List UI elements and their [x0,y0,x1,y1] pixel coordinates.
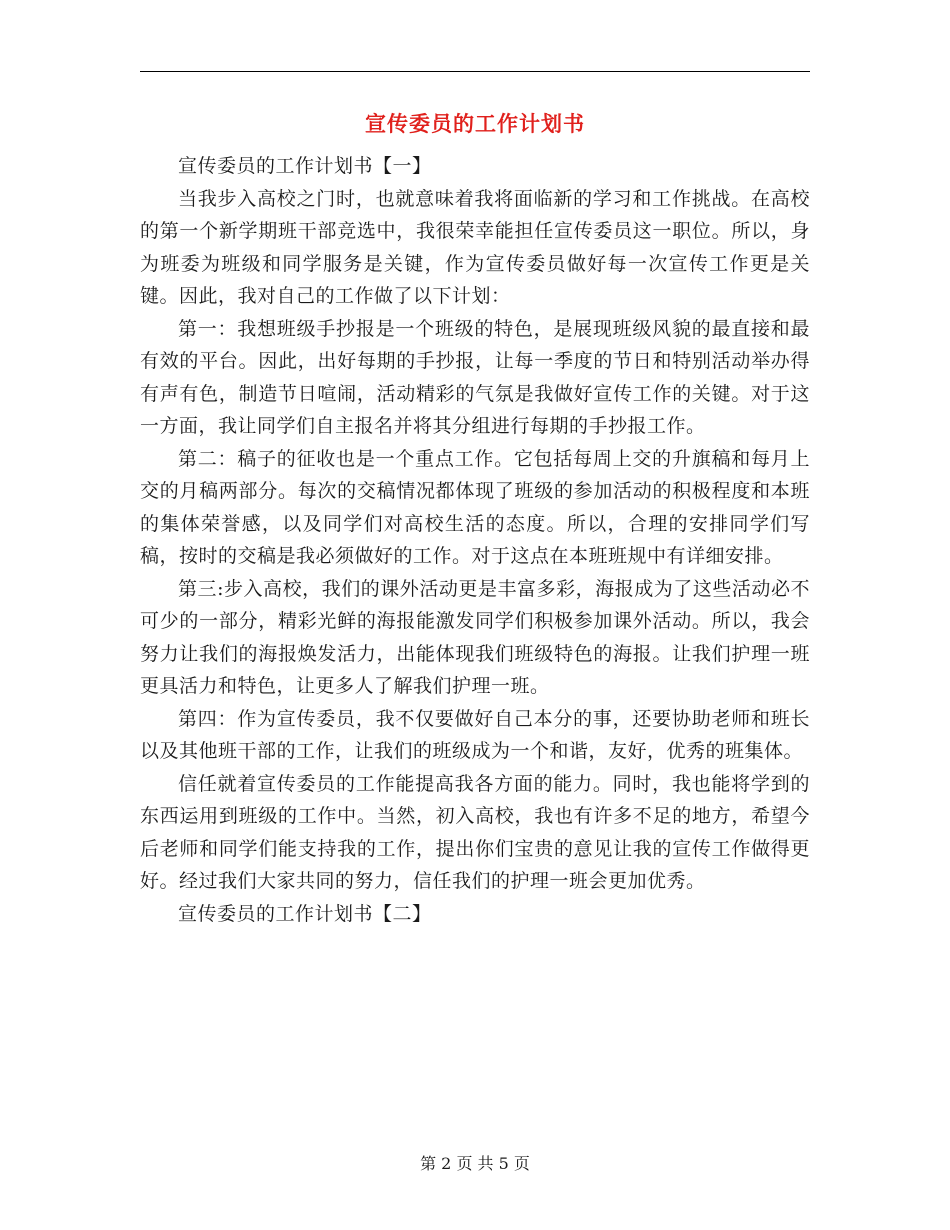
document-body [140,150,810,930]
page-footer [0,1152,950,1176]
paragraph-conclusion: 信任就着宣传委员的工作能提高我各方面的能力。同时，我也能将学到的东西运用到班级的工作中。当然，初入高校，我也有许多不足的地方，希望今后老师和同学们能支持我的工作，提出你们宝贵的意见让我的宣传工作做得更好。经过我们大家共同的努力，信任我们的护理一班会更加优秀。 [140,772,810,892]
paragraph-first: 第一：我想班级手抄报是一个班级的特色，是展现班级风貌的最直接和最有效的平台。因此，出好每期的手抄报，让每一季度的节日和特别活动举办得有声有色，制造节日喧闹，活动精彩的气氛是我做好宣传工作的关键。对于这一方面，我让同学们自主报名并将其分组进行每期的手抄报工作。 [140,317,810,437]
paragraph-intro: 当我步入高校之门时，也就意味着我将面临新的学习和工作挑战。在高校的第一个新学期班干部竞选中，我很荣幸能担任宣传委员这一职位。所以，身为班委为班级和同学服务是关键，作为宣传委员做好每一次宣传工作更是关键。因此，我对自己的工作做了以下计划： [140,187,810,307]
paragraph-third: 第三:步入高校，我们的课外活动更是丰富多彩，海报成为了这些活动必不可少的一部分，精彩光鲜的海报能激发同学们积极参加课外活动。所以，我会努力让我们的海报焕发活力，出能体现我们班级特色的海报。让我们护理一班更具活力和特色，让更多人了解我们护理一班。 [140,577,810,697]
paragraph-second: 第二：稿子的征收也是一个重点工作。它包括每周上交的升旗稿和每月上交的月稿两部分。每次的交稿情况都体现了班级的参加活动的积极程度和本班的集体荣誉感，以及同学们对高校生活的态度。所以，合理的安排同学们写稿，按时的交稿是我必须做好的工作。对于这点在本班班规中有详细安排。 [140,447,810,567]
section-heading-1: 宣传委员的工作计划书【一】 [178,155,432,177]
page-number-label: 第 2 页 共 5 页 [420,1154,530,1173]
header-rule [140,71,810,72]
paragraph-fourth: 第四：作为宣传委员，我不仅要做好自己本分的事，还要协助老师和班长以及其他班干部的工作，让我们的班级成为一个和谐，友好，优秀的班集体。 [140,707,810,762]
section-heading-2: 宣传委员的工作计划书【二】 [178,902,432,925]
document-title: 宣传委员的工作计划书 [365,111,585,136]
